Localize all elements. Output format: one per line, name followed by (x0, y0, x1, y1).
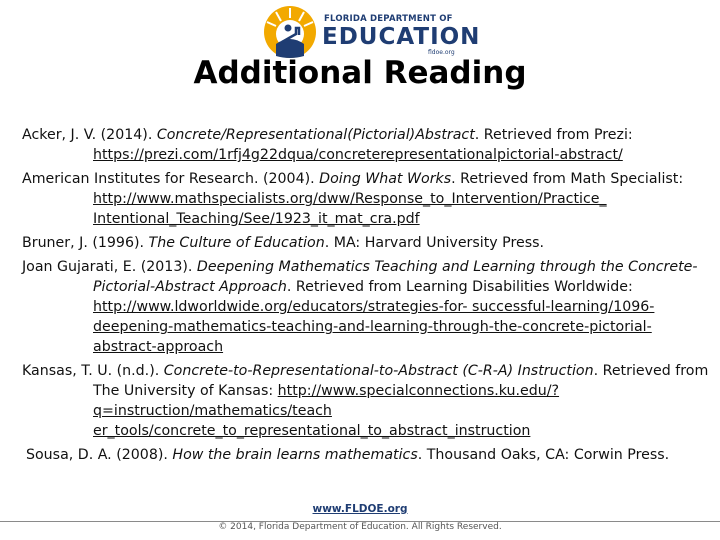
reference-source: . Retrieved from Learning Disabilities Worldwide: (286, 279, 633, 295)
reference-item (22, 233, 712, 253)
reference-title: The Culture of Education (148, 235, 325, 251)
footer-copyright: © 2014, Florida Department of Education. All Rights Reserved. (215, 522, 505, 532)
footer-website-link[interactable]: www.FLDOE.org (312, 503, 408, 515)
reference-source: . MA: Harvard University Press. (324, 235, 545, 251)
reference-authors: Sousa, D. A. (2008). (26, 447, 173, 463)
reference-item (26, 445, 712, 465)
logo-agency-text: FLORIDA DEPARTMENT OF (324, 14, 453, 24)
reference-link[interactable]: https://prezi.com/1rfj4g22dqua/concreterepresentationalpictorial-abstract/ (93, 147, 623, 163)
reference-source: . Thousand Oaks, CA: Corwin Press. (417, 447, 670, 463)
florida-seal-icon (262, 4, 318, 60)
reference-title: Doing What Works (319, 171, 452, 187)
reference-item (22, 257, 712, 357)
reference-source: . Retrieved from Math Specialist: (451, 171, 684, 187)
logo-department-text: EDUCATION (322, 24, 481, 50)
reference-authors: Kansas, T. U. (n.d.). (22, 363, 164, 379)
page-title: Additional Reading (193, 55, 527, 91)
logo-site-text: fldoe.org (428, 49, 455, 56)
reference-link[interactable]: http://www.mathspecialists.org/dww/Response_to_Intervention/Practice_ Intentional_Teaching/See/1923_it_mat_cra.pdf (93, 191, 607, 227)
reference-authors: Acker, J. V. (2014). (22, 127, 157, 143)
reference-item (22, 125, 712, 165)
reference-title: Concrete/Representational(Pictorial)Abstract (156, 127, 475, 143)
reference-title: Deepening Mathematics Teaching and Learning through the Concrete-Pictorial-Abstract Approach (93, 259, 698, 295)
fldoe-logo (262, 4, 481, 60)
reference-item (22, 361, 712, 441)
reference-link[interactable]: http://www.specialconnections.ku.edu/?q=instruction/mathematics/teach er_tools/concrete_to_representational_to_abstract_instruction (93, 383, 560, 439)
reference-authors: Joan Gujarati, E. (2013). (22, 259, 197, 275)
reference-authors: American Institutes for Research. (2004). (22, 171, 320, 187)
reference-link[interactable]: http://www.ldworldwide.org/educators/strategies-for- successful-learning/1096-deepening-mathematics-teaching-and-learning-through-the-concrete-pictorial-abstract-approach (93, 299, 655, 355)
reference-list (22, 125, 712, 465)
reference-item (22, 169, 712, 229)
reference-source: . Retrieved from The University of Kansas: (93, 363, 709, 399)
reference-title: How the brain learns mathematics (172, 447, 418, 463)
reference-authors: Bruner, J. (1996). (22, 235, 149, 251)
reference-title: Concrete-to-Representational-to-Abstract (C-R-A) Instruction (163, 363, 594, 379)
reference-source: . Retrieved from Prezi: (474, 127, 633, 143)
